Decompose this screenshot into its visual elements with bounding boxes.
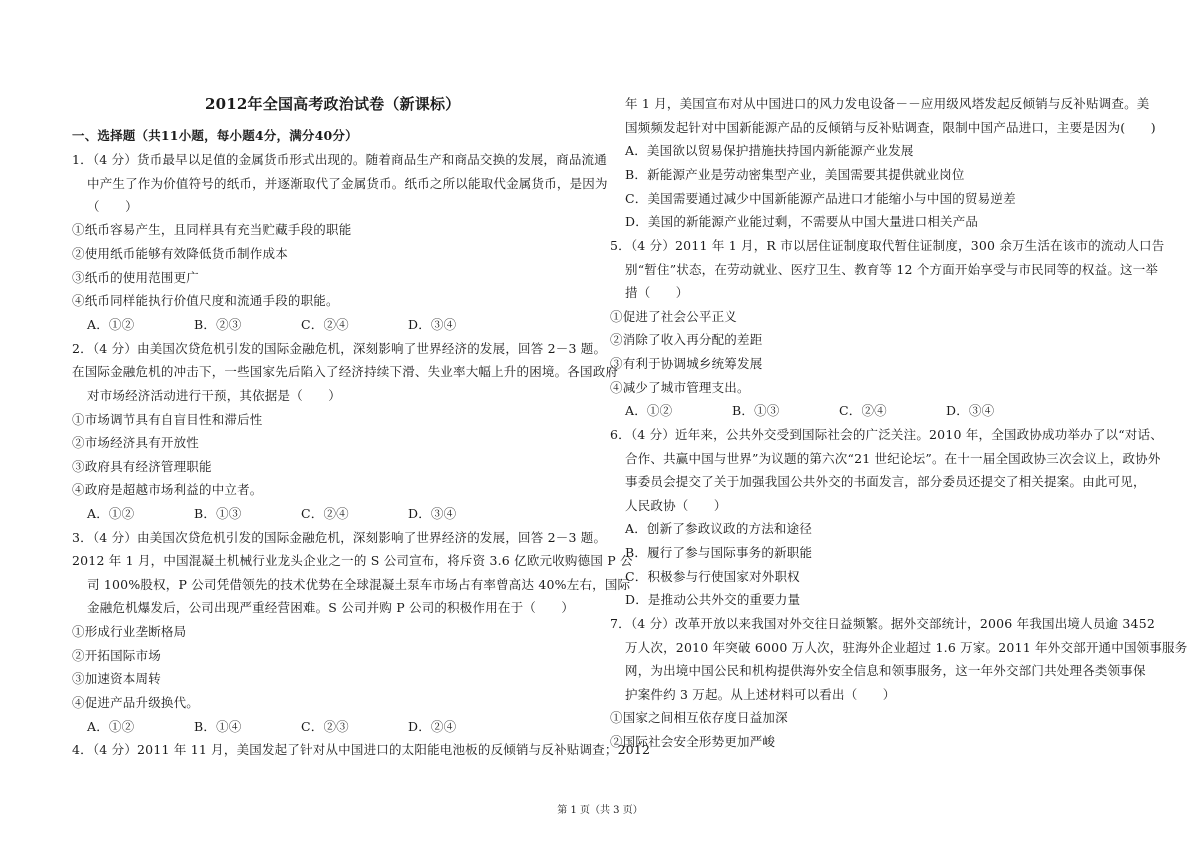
question-3-line-3: 司 100%股权，P 公司凭借领先的技术优势在全球混凝土泵车市场占有率曾高达 40%左右，国际 [87, 577, 631, 592]
question-1-item: ③纸币的使用范围更广 [72, 270, 200, 285]
question-5-item: ①促进了社会公平正义 [610, 309, 738, 324]
option-d[interactable]: D．③④ [408, 506, 457, 521]
question-5-options [610, 403, 1053, 419]
question-2-options [72, 506, 515, 522]
option-b[interactable]: B．①③ [194, 506, 242, 521]
question-1-item: ①纸币容易产生，且同样具有充当贮藏手段的职能 [72, 222, 352, 237]
question-7-line-4: 护案件约 3 万起。从上述材料可以看出（ ） [625, 687, 896, 702]
question-6-line-1: 6．（4 分）近年来，公共外交受到国际社会的广泛关注。2010 年，全国政协成功举办了以“对话、 [610, 427, 1163, 442]
question-4-line-1: 4．（4 分）2011 年 11 月，美国发起了针对从中国进口的太阳能电池板的反倾销与反补贴调查；2012 [72, 742, 651, 757]
question-3-line-1: 3．（4 分）由美国次贷危机引发的国际金融危机，深刻影响了世界经济的发展，回答 2－3 题。 [72, 530, 607, 545]
question-3-options [72, 719, 515, 735]
question-5-line-3: 措（ ） [625, 285, 689, 300]
question-4-choice-b[interactable]: B．新能源产业是劳动密集型产业，美国需要其提供就业岗位 [625, 167, 965, 182]
question-6-line-4: 人民政协（ ） [625, 498, 727, 513]
option-b[interactable]: B．②③ [194, 317, 242, 332]
question-7-line-1: 7．（4 分）改革开放以来我国对外交往日益频繁。据外交部统计，2006 年我国出境人员逾 3452 [610, 616, 1156, 631]
question-2-item: ④政府是超越市场利益的中立者。 [72, 482, 263, 497]
question-4-line-2: 年 1 月，美国宣布对从中国进口的风力发电设备－－应用级风塔发起反倾销与反补贴调查。美 [625, 96, 1150, 111]
question-2-item: ①市场调节具有自盲目性和滞后性 [72, 412, 263, 427]
option-d[interactable]: D．③④ [408, 317, 457, 332]
question-1-line-3: （ ） [87, 199, 138, 214]
option-a[interactable]: A．①② [87, 506, 135, 521]
question-6-choice-d[interactable]: D．是推动公共外交的重要力量 [625, 592, 801, 607]
question-4-choice-c[interactable]: C．美国需要通过减少中国新能源产品进口才能缩小与中国的贸易逆差 [625, 191, 1016, 206]
question-2-line-1: 2．（4 分）由美国次贷危机引发的国际金融危机，深刻影响了世界经济的发展，回答 2－3 题。 [72, 341, 607, 356]
question-6-choice-c[interactable]: C．积极参与行使国家对外职权 [625, 569, 800, 584]
question-6-line-2: 合作、共赢中国与世界”为议题的第六次“21 世纪论坛”。在十一届全国政协三次会议上，政协外 [625, 451, 1161, 466]
option-c[interactable]: C．②④ [301, 317, 349, 332]
option-c[interactable]: C．②④ [301, 506, 349, 521]
question-5-item: ②消除了收入再分配的差距 [610, 332, 763, 347]
option-d[interactable]: D．②④ [408, 719, 457, 734]
option-b[interactable]: B．①④ [194, 719, 242, 734]
question-1-item: ②使用纸币能够有效降低货币制作成本 [72, 246, 288, 261]
question-2-item: ③政府具有经济管理职能 [72, 459, 212, 474]
option-c[interactable]: C．②④ [839, 403, 887, 418]
question-6-choice-b[interactable]: B．履行了参与国际事务的新职能 [625, 545, 813, 560]
question-4-choice-a[interactable]: A．美国欲以贸易保护措施扶持国内新能源产业发展 [625, 143, 914, 158]
question-3-item: ④促进产品升级换代。 [72, 695, 200, 710]
option-c[interactable]: C．②③ [301, 719, 349, 734]
question-7-item: ①国家之间相互依存度日益加深 [610, 710, 788, 725]
question-5-item: ④减少了城市管理支出。 [610, 380, 750, 395]
question-5-item: ③有利于协调城乡统筹发展 [610, 356, 763, 371]
question-5-line-2: 别“暂住”状态，在劳动就业、医疗卫生、教育等 12 个方面开始享受与市民同等的权益。这一举 [625, 262, 1159, 277]
option-d[interactable]: D．③④ [946, 403, 995, 418]
question-6-choice-a[interactable]: A．创新了参政议政的方法和途径 [625, 521, 813, 536]
question-1-line-2: 中产生了作为价值符号的纸币，并逐渐取代了金属货币。纸币之所以能取代金属货币，是因为 [87, 176, 608, 191]
question-1-line-1: 1．（4 分）货币最早以足值的金属货币形式出现的。随着商品生产和商品交换的发展，商品流通 [72, 152, 607, 167]
question-2-line-2: 在国际金融危机的冲击下，一些国家先后陷入了经济持续下滑、失业率大幅上升的困境。各国政府 [72, 364, 619, 379]
question-5-line-1: 5．（4 分）2011 年 1 月，R 市以居住证制度取代暂住证制度，300 余万生活在该市的流动人口告 [610, 238, 1165, 253]
question-3-item: ②开拓国际市场 [72, 648, 161, 663]
option-a[interactable]: A．①② [625, 403, 673, 418]
page-title: 2012年全国高考政治试卷（新课标） [205, 95, 461, 113]
question-1-item: ④纸币同样能执行价值尺度和流通手段的职能。 [72, 293, 339, 308]
question-3-item: ①形成行业垄断格局 [72, 624, 187, 639]
option-a[interactable]: A．①② [87, 719, 135, 734]
question-3-line-2: 2012 年 1 月，中国混凝土机械行业龙头企业之一的 S 公司宣布，将斥资 3.6 亿欧元收购德国 P 公 [72, 553, 633, 568]
question-2-item: ②市场经济具有开放性 [72, 435, 200, 450]
option-a[interactable]: A．①② [87, 317, 135, 332]
option-b[interactable]: B．①③ [732, 403, 780, 418]
question-7-item: ②国际社会安全形势更加严峻 [610, 734, 776, 749]
section-heading: 一、选择题（共11小题，每小题4分，满分40分） [72, 128, 358, 143]
question-7-line-3: 网，为出境中国公民和机构提供海外安全信息和领事服务，这一年外交部门共处理各类领事保 [625, 663, 1146, 678]
question-6-line-3: 事委员会提交了关于加强我国公共外交的书面发言，部分委员还提交了相关提案。由此可见， [625, 474, 1146, 489]
page-footer: 第 1 页（共 3 页） [557, 805, 643, 816]
question-4-line-3: 国频频发起针对中国新能源产品的反倾销与反补贴调查，限制中国产品进口，主要是因为( ) [625, 120, 1156, 135]
question-4-choice-d[interactable]: D．美国的新能源产业能过剩，不需要从中国大量进口相关产品 [625, 214, 979, 229]
question-3-line-4: 金融危机爆发后，公司出现严重经营困难。S 公司并购 P 公司的积极作用在于（ ） [87, 600, 575, 615]
question-2-line-3: 对市场经济活动进行干预，其依据是（ ） [87, 388, 342, 403]
question-7-line-2: 万人次，2010 年突破 6000 万人次，驻海外企业超过 1.6 万家。2011 年外交部开通中国领事服务 [625, 640, 1188, 655]
question-1-options [72, 317, 515, 333]
question-3-item: ③加速资本周转 [72, 671, 161, 686]
